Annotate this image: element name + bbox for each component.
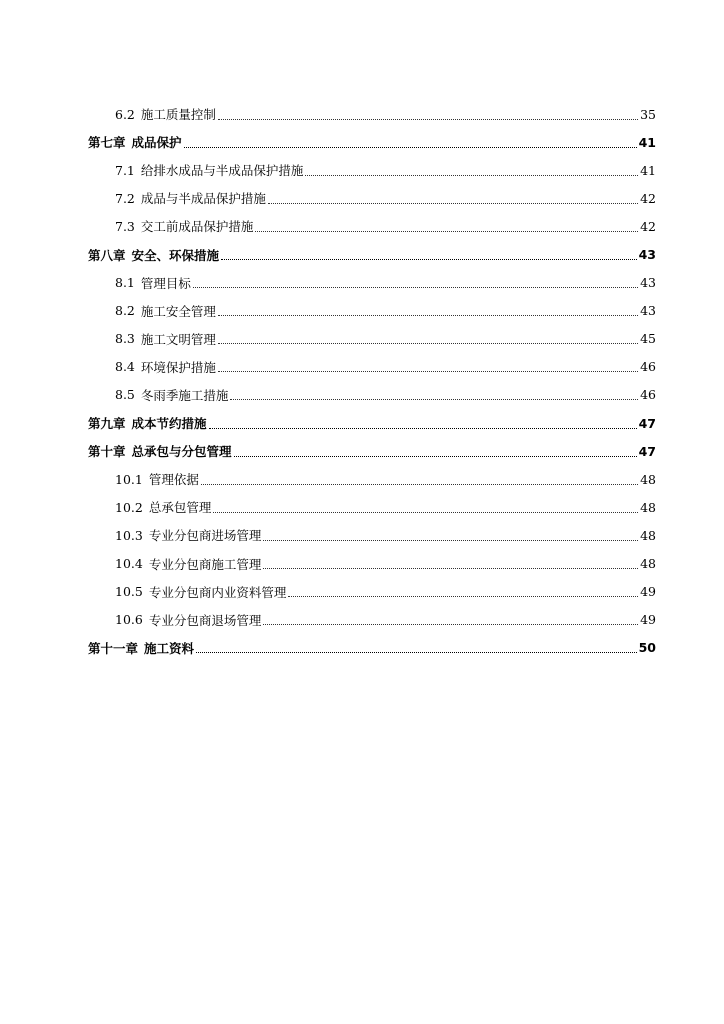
- toc-section-entry[interactable]: [88, 493, 656, 521]
- toc-dot-leader: [218, 331, 638, 344]
- toc-section-entry[interactable]: [88, 156, 656, 184]
- toc-section-entry[interactable]: [88, 269, 656, 297]
- toc-dot-leader: [263, 556, 638, 569]
- toc-dot-leader: [218, 359, 638, 372]
- toc-page-number: 35: [640, 106, 656, 122]
- toc-section-entry[interactable]: [88, 550, 656, 578]
- toc-page-number: 43: [640, 275, 656, 291]
- toc-entry-number: 第七章: [88, 135, 126, 151]
- toc-entry-number: 7.3: [115, 218, 135, 234]
- toc-entry-title: 安全、环保措施: [131, 247, 220, 263]
- toc-entry-title: 总承包管理: [148, 500, 212, 516]
- toc-page-number: 42: [640, 190, 656, 206]
- table-of-contents: [88, 100, 656, 662]
- toc-section-entry[interactable]: [88, 212, 656, 240]
- toc-page-number: 41: [638, 134, 656, 150]
- toc-entry-number: 10.1: [115, 471, 143, 487]
- toc-dot-leader: [221, 247, 637, 260]
- toc-entry-title: 施工安全管理: [140, 303, 216, 319]
- toc-page-number: 47: [638, 443, 656, 459]
- toc-dot-leader: [268, 191, 638, 204]
- toc-section-entry[interactable]: [88, 184, 656, 212]
- toc-entry-title: 施工文明管理: [140, 331, 216, 347]
- toc-section-entry[interactable]: [88, 353, 656, 381]
- toc-entry-title: 冬雨季施工措施: [140, 387, 229, 403]
- toc-page-number: 42: [640, 218, 656, 234]
- toc-entry-title: 环境保护措施: [140, 359, 216, 375]
- toc-entry-number: 10.6: [115, 612, 143, 628]
- toc-entry-number: 第十章: [88, 444, 126, 460]
- toc-page-number: 48: [640, 471, 656, 487]
- toc-entry-number: 第九章: [88, 416, 126, 432]
- toc-entry-title: 成本节约措施: [131, 416, 207, 432]
- toc-dot-leader: [218, 303, 638, 316]
- toc-dot-leader: [196, 640, 637, 653]
- toc-page-number: 46: [640, 359, 656, 375]
- toc-dot-leader: [184, 135, 637, 148]
- toc-dot-leader: [201, 472, 638, 485]
- toc-page-number: 49: [640, 584, 656, 600]
- toc-page-number: 43: [638, 247, 656, 263]
- toc-chapter-entry[interactable]: [88, 437, 656, 465]
- toc-dot-leader: [255, 219, 638, 232]
- toc-page-number: 45: [640, 331, 656, 347]
- toc-entry-number: 第十一章: [88, 640, 139, 656]
- toc-entry-title: 专业分包商内业资料管理: [148, 584, 287, 600]
- toc-entry-title: 成品与半成品保护措施: [140, 191, 266, 207]
- toc-entry-number: 10.4: [115, 556, 143, 572]
- toc-section-entry[interactable]: [88, 465, 656, 493]
- toc-dot-leader: [305, 163, 638, 176]
- toc-section-entry[interactable]: [88, 297, 656, 325]
- toc-page-number: 41: [640, 162, 656, 178]
- toc-section-entry[interactable]: [88, 325, 656, 353]
- toc-entry-title: 成品保护: [131, 135, 182, 151]
- toc-entry-number: 10.5: [115, 584, 143, 600]
- toc-dot-leader: [234, 444, 637, 457]
- toc-chapter-entry[interactable]: [88, 634, 656, 662]
- toc-entry-number: 7.1: [115, 162, 135, 178]
- toc-page-number: 48: [640, 527, 656, 543]
- toc-entry-number: 7.2: [115, 190, 135, 206]
- toc-dot-leader: [263, 528, 638, 541]
- toc-chapter-entry[interactable]: [88, 128, 656, 156]
- toc-entry-title: 专业分包商进场管理: [148, 528, 262, 544]
- toc-entry-number: 8.2: [115, 303, 135, 319]
- toc-entry-number: 8.5: [115, 387, 135, 403]
- toc-entry-title: 专业分包商退场管理: [148, 612, 262, 628]
- toc-page-number: 49: [640, 612, 656, 628]
- toc-page-number: 46: [640, 387, 656, 403]
- toc-page-number: 43: [640, 303, 656, 319]
- toc-page-number: 50: [638, 640, 656, 656]
- toc-section-entry[interactable]: [88, 381, 656, 409]
- toc-entry-number: 10.3: [115, 527, 143, 543]
- toc-entry-title: 管理依据: [148, 472, 199, 488]
- toc-entry-title: 施工资料: [144, 640, 195, 656]
- toc-section-entry[interactable]: [88, 521, 656, 549]
- toc-dot-leader: [288, 584, 638, 597]
- toc-dot-leader: [209, 416, 637, 429]
- toc-page-number: 47: [638, 415, 656, 431]
- toc-entry-title: 专业分包商施工管理: [148, 556, 262, 572]
- toc-entry-title: 总承包与分包管理: [131, 444, 232, 460]
- toc-section-entry[interactable]: [88, 606, 656, 634]
- toc-dot-leader: [213, 500, 638, 513]
- toc-entry-number: 第八章: [88, 247, 126, 263]
- toc-chapter-entry[interactable]: [88, 409, 656, 437]
- toc-entry-number: 8.1: [115, 275, 135, 291]
- toc-entry-number: 10.2: [115, 499, 143, 515]
- toc-entry-number: 6.2: [115, 106, 135, 122]
- toc-entry-number: 8.3: [115, 331, 135, 347]
- toc-section-entry[interactable]: [88, 100, 656, 128]
- toc-chapter-entry[interactable]: [88, 240, 656, 268]
- toc-entry-number: 8.4: [115, 359, 135, 375]
- toc-entry-title: 施工质量控制: [140, 107, 216, 123]
- toc-dot-leader: [263, 612, 638, 625]
- toc-entry-title: 交工前成品保护措施: [140, 219, 254, 235]
- toc-entry-title: 给排水成品与半成品保护措施: [140, 163, 304, 179]
- toc-dot-leader: [218, 107, 638, 120]
- toc-section-entry[interactable]: [88, 578, 656, 606]
- toc-entry-title: 管理目标: [140, 275, 191, 291]
- toc-dot-leader: [230, 387, 638, 400]
- toc-page-number: 48: [640, 499, 656, 515]
- toc-dot-leader: [193, 275, 638, 288]
- toc-page-number: 48: [640, 556, 656, 572]
